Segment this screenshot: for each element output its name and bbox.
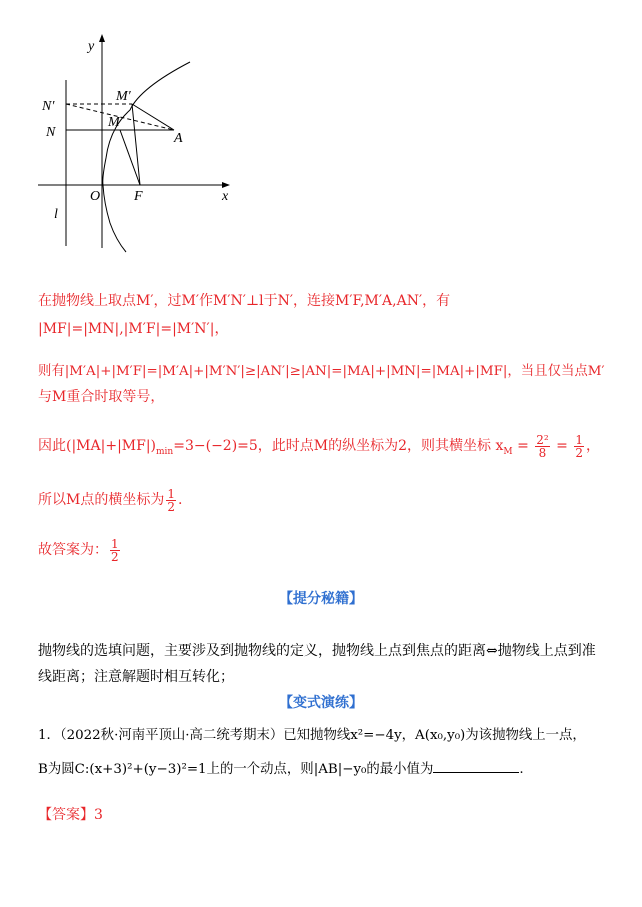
variant-answer: 【答案】3 [38, 807, 103, 823]
line-N-prime-A [66, 104, 174, 130]
variant-heading: 【变式演练】 [279, 695, 363, 711]
fraction-one-half: $\frac{1}{2}$ [575, 432, 583, 460]
solution-line-3: 则有|M′A|+|M′F|=|M′A|+|M′N′|≥|AN′|≥|AN|=|MA|+|MN|=|MA|+|MF|，当且仅当点M′ [38, 364, 605, 379]
label-N: N [46, 125, 56, 140]
equals-sign: = [517, 438, 529, 454]
answer-label: 故答案为： [38, 542, 108, 558]
min-result-text: =3−(−2)=5，此时点M的纵坐标为2，则其横坐标 x [173, 438, 504, 454]
solution-line-2: |MF|=|MN|,|M′F|=|M′N′|， [38, 321, 229, 337]
label-M: M [108, 115, 120, 130]
question-text: B为圆C:(x+3)²+(y−3)²=1上的一个动点，则|AB|−y₀的最小值为 [38, 762, 434, 777]
label-A: A [174, 131, 183, 146]
tips-text-2: 线距离；注意解题时相互转化； [38, 669, 234, 685]
question-line-2 [38, 758, 524, 777]
x-axis-arrow-icon [222, 182, 230, 188]
label-O: O [90, 189, 101, 204]
parabola-figure [30, 28, 245, 253]
period: . [177, 492, 183, 508]
label-N-prime: N′ [42, 99, 55, 114]
min-subscript: min [156, 446, 174, 457]
label-l: l [54, 207, 58, 222]
equals-sign-2: = [556, 438, 568, 454]
tips-heading: 【提分秘籍】 [279, 591, 363, 607]
answer-line [38, 536, 122, 564]
question-line-1: 1．（2022秋·河南平顶山·高二统考期末）已知抛物线x²=−4y，A(x₀,y₀)为该抛物线上一点， [38, 728, 586, 743]
solution-line-6 [38, 486, 182, 514]
solution-line-1: 在抛物线上取点M′，过M′作M′N′⊥l于N′，连接M′F,M′A,AN′，有 [38, 293, 451, 309]
y-axis-arrow-icon [99, 34, 105, 42]
question-period: . [519, 762, 524, 777]
label-y: y [88, 39, 95, 54]
solution-line-4: 与M重合时取等号， [38, 389, 165, 405]
label-F: F [134, 189, 143, 204]
answer-blank [433, 760, 519, 773]
conclusion-text: 所以M点的横坐标为 [38, 492, 165, 508]
solution-line-5 [38, 432, 600, 466]
min-expression: 因此(|MA|+|MF|) [38, 438, 157, 454]
line-M-prime-A [132, 104, 174, 130]
fraction-one-half-2: $\frac{1}{2}$ [167, 486, 175, 514]
label-x: x [222, 189, 229, 204]
comma: ， [585, 438, 600, 454]
answer-fraction: $\frac{1}{2}$ [111, 536, 119, 564]
tips-text-1: 抛物线的选填问题，主要涉及到抛物线的定义，抛物线上点到焦点的距离⇔抛物线上点到准 [38, 643, 596, 659]
xm-subscript: M [503, 446, 513, 457]
label-M-prime: M′ [116, 89, 131, 104]
fraction-2sq-over-8: $\frac{\text{2²}}{8}$ [536, 432, 549, 460]
